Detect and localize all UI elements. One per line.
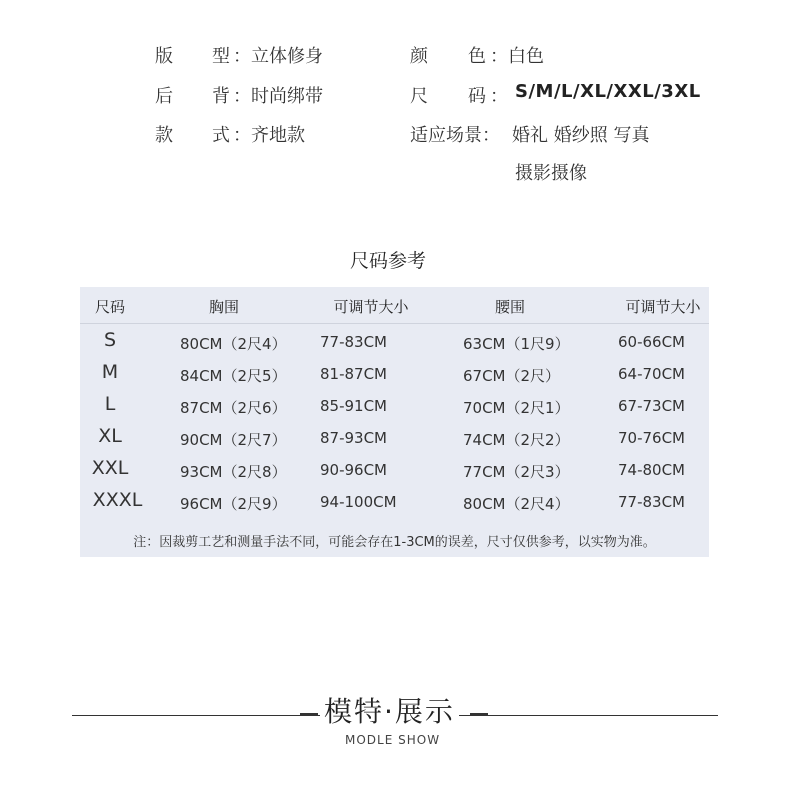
header-waist: 腰围 [494,298,525,316]
spec-label-chima-2: 码 [468,86,486,107]
cell-waist-adjustable: 70-76CM [618,429,686,447]
cell-bust-adjustable: 94-100CM [320,493,397,511]
cell-waist: 77CM（2尺3） [463,463,570,481]
size-table [80,287,709,557]
cell-bust: 96CM（2尺9） [180,495,287,513]
header-waist-adjustable: 可调节大小 [625,298,701,316]
spec-label-houbei-1: 后 [155,86,173,107]
table-row [80,391,709,423]
cell-waist-adjustable: 77-83CM [618,493,686,511]
spec-value-kuanshi: ：齐地款 [233,125,305,146]
cell-size: XL [98,425,122,447]
spec-label-kuanshi-1: 款 [155,125,173,146]
spec-label-banxing-2: 型 [212,46,230,67]
spec-label-kuanshi-2: 式 [212,125,230,146]
cell-waist-adjustable: 74-80CM [618,461,686,479]
size-table-note: 注：因裁剪工艺和测量手法不同，可能会存在1-3CM的误差，尺寸仅供参考，以实物为准。 [133,535,656,550]
cell-bust-adjustable: 77-83CM [320,333,388,351]
model-show-title: 模特·展示 [320,690,459,730]
cell-waist-adjustable: 67-73CM [618,397,686,415]
cell-waist: 80CM（2尺4） [463,495,570,513]
cell-size: XXL [91,457,129,479]
cell-waist: 70CM（2尺1） [463,399,570,417]
cell-bust: 80CM（2尺4） [180,335,287,353]
header-bust: 胸围 [208,298,239,316]
cell-bust-adjustable: 87-93CM [320,429,388,447]
cell-waist: 67CM（2尺） [463,367,561,385]
cell-size: XXXL [92,489,143,511]
cell-waist-adjustable: 64-70CM [618,365,686,383]
size-table-header [80,287,709,324]
cell-bust: 90CM（2尺7） [180,431,287,449]
table-row [80,327,709,359]
header-size: 尺码 [94,298,125,316]
cell-size: S [103,329,117,351]
cell-bust: 87CM（2尺6） [180,399,287,417]
table-row [80,359,709,391]
spec-label-houbei-2: 背 [212,86,230,107]
cell-bust-adjustable: 85-91CM [320,397,388,415]
spec-value-yanse: ：白色 [490,46,544,67]
table-row [80,487,709,519]
spec-value-changjing-1: 婚礼 婚纱照 写真 [512,125,650,146]
spec-colon-chima: ： [490,86,508,107]
cell-waist: 63CM（1尺9） [463,335,570,353]
cell-bust: 93CM（2尺8） [180,463,287,481]
cell-bust-adjustable: 90-96CM [320,461,388,479]
spec-label-yanse-2: 色 [468,46,486,67]
cell-bust: 84CM（2尺5） [180,367,287,385]
spec-label-yanse-1: 颜 [410,46,428,67]
spec-value-houbei: ：时尚绑带 [233,86,323,107]
spec-label-banxing-1: 版 [155,46,173,67]
cell-bust-adjustable: 81-87CM [320,365,388,383]
spec-value-banxing: ：立体修身 [233,46,323,67]
cell-size: M [101,361,119,383]
spec-label-changjing: 适应场景： [410,125,500,146]
spec-label-chima-1: 尺 [410,86,428,107]
cell-size: L [104,393,116,415]
header-bust-adjustable: 可调节大小 [333,298,409,316]
title-dash-right [470,713,488,715]
size-table-title: 尺码参考 [350,250,427,272]
table-row [80,455,709,487]
cell-waist: 74CM（2尺2） [463,431,570,449]
cell-waist-adjustable: 60-66CM [618,333,686,351]
model-show-subtitle: MODLE SHOW [345,733,441,747]
title-dash-left [300,713,318,715]
spec-value-changjing-2: 摄影摄像 [515,163,587,184]
table-row [80,423,709,455]
spec-value-chima: S/M/L/XL/XXL/3XL [515,81,701,102]
